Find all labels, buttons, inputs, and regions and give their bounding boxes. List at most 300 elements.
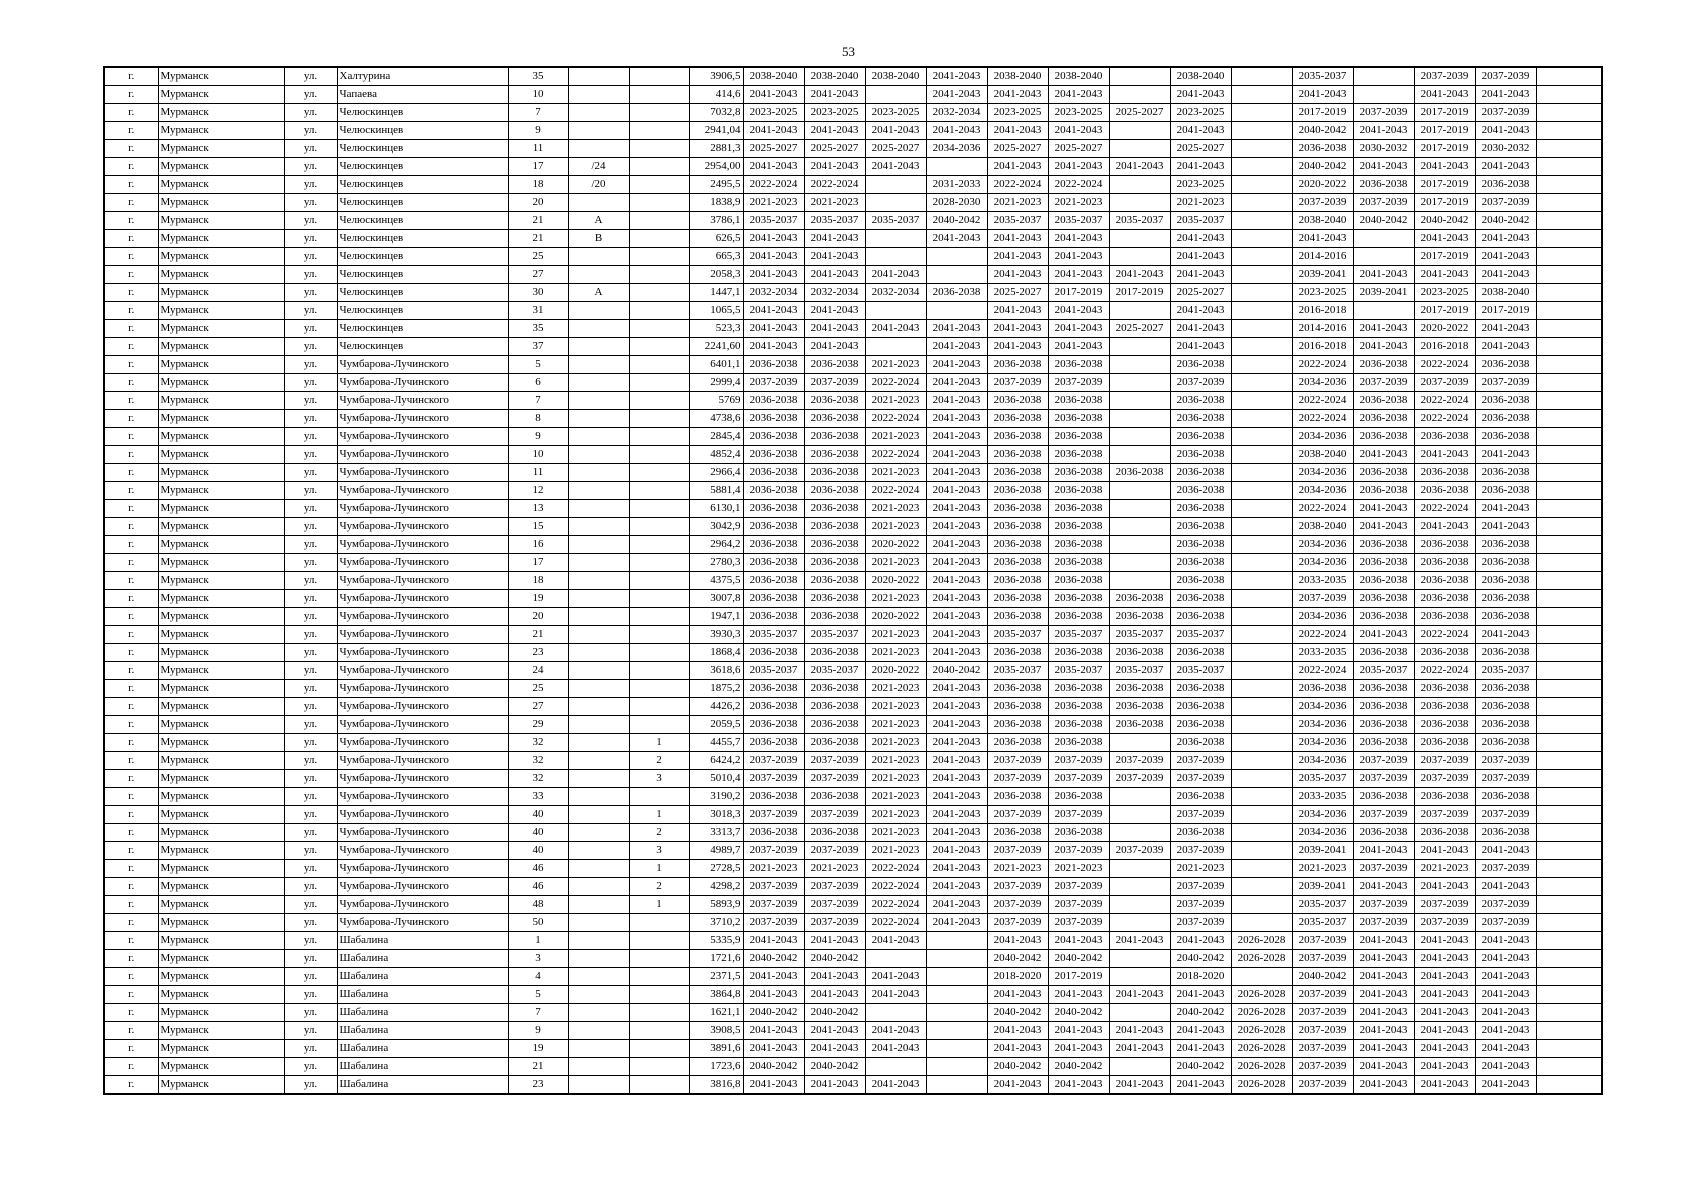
house-number-cell: 9 (508, 122, 568, 140)
letter-cell (568, 860, 629, 878)
area-cell: 4989,7 (689, 842, 743, 860)
letter-cell (568, 392, 629, 410)
area-cell: 2845,4 (689, 428, 743, 446)
period-cell: 2035-2037 (865, 212, 926, 230)
period-cell: 2037-2039 (1414, 770, 1475, 788)
building-cell (629, 572, 689, 590)
period-cell: 2022-2024 (743, 176, 804, 194)
settlement-type-cell: г. (104, 500, 158, 518)
building-cell: 3 (629, 770, 689, 788)
city-cell: Мурманск (158, 1022, 284, 1040)
street-type-cell: ул. (284, 1040, 337, 1058)
period-cell: 2036-2038 (1170, 464, 1231, 482)
period-cell: 2021-2023 (1414, 860, 1475, 878)
building-cell (629, 212, 689, 230)
period-cell (1231, 770, 1292, 788)
city-cell: Мурманск (158, 752, 284, 770)
house-number-cell: 46 (508, 878, 568, 896)
period-cell: 2034-2036 (1292, 698, 1353, 716)
letter-cell (568, 302, 629, 320)
city-cell: Мурманск (158, 626, 284, 644)
empty-cell (1536, 662, 1602, 680)
letter-cell (568, 914, 629, 932)
period-cell (1353, 248, 1414, 266)
period-cell: 2040-2042 (1048, 1058, 1109, 1076)
letter-cell (568, 356, 629, 374)
house-number-cell: 37 (508, 338, 568, 356)
period-cell: 2037-2039 (804, 914, 865, 932)
period-cell: 2036-2038 (1048, 428, 1109, 446)
period-cell: 2037-2039 (1353, 374, 1414, 392)
street-name-cell: Чумбарова-Лучинского (337, 896, 508, 914)
building-cell (629, 788, 689, 806)
letter-cell (568, 464, 629, 482)
street-type-cell: ул. (284, 680, 337, 698)
period-cell: 2036-2038 (987, 518, 1048, 536)
area-cell: 4455,7 (689, 734, 743, 752)
table-row (104, 680, 1602, 698)
period-cell: 2035-2037 (1292, 896, 1353, 914)
period-cell: 2037-2039 (1353, 194, 1414, 212)
area-cell: 3906,5 (689, 67, 743, 86)
period-cell: 2021-2023 (865, 842, 926, 860)
period-cell (1109, 392, 1170, 410)
street-name-cell: Чумбарова-Лучинского (337, 374, 508, 392)
period-cell: 2041-2043 (1048, 338, 1109, 356)
period-cell: 2041-2043 (1292, 86, 1353, 104)
street-name-cell: Чумбарова-Лучинского (337, 734, 508, 752)
period-cell (1109, 824, 1170, 842)
street-name-cell: Чумбарова-Лучинского (337, 428, 508, 446)
city-cell: Мурманск (158, 212, 284, 230)
period-cell: 2036-2038 (804, 788, 865, 806)
period-cell: 2036-2038 (987, 572, 1048, 590)
period-cell: 2016-2018 (1292, 302, 1353, 320)
building-cell (629, 266, 689, 284)
period-cell: 2041-2043 (1109, 1022, 1170, 1040)
house-number-cell: 25 (508, 248, 568, 266)
area-cell: 3908,5 (689, 1022, 743, 1040)
period-cell (1109, 356, 1170, 374)
period-cell: 2041-2043 (1048, 158, 1109, 176)
period-cell: 2035-2037 (1170, 626, 1231, 644)
period-cell: 2036-2038 (1353, 716, 1414, 734)
period-cell: 2038-2040 (1292, 212, 1353, 230)
empty-cell (1536, 212, 1602, 230)
table-row (104, 338, 1602, 356)
period-cell: 2041-2043 (1170, 158, 1231, 176)
period-cell: 2040-2042 (1414, 212, 1475, 230)
period-cell: 2041-2043 (926, 518, 987, 536)
street-type-cell: ул. (284, 518, 337, 536)
period-cell: 2041-2043 (1048, 1076, 1109, 1095)
street-type-cell: ул. (284, 608, 337, 626)
period-cell (865, 302, 926, 320)
building-cell: 1 (629, 896, 689, 914)
empty-cell (1536, 104, 1602, 122)
letter-cell (568, 320, 629, 338)
period-cell: 2036-2038 (804, 644, 865, 662)
period-cell: 2041-2043 (926, 554, 987, 572)
period-cell: 2041-2043 (1353, 1022, 1414, 1040)
period-cell: 2032-2034 (743, 284, 804, 302)
period-cell: 2041-2043 (987, 986, 1048, 1004)
house-number-cell: 46 (508, 860, 568, 878)
building-cell (629, 194, 689, 212)
city-cell: Мурманск (158, 67, 284, 86)
house-number-cell: 20 (508, 608, 568, 626)
house-number-cell: 10 (508, 446, 568, 464)
letter-cell (568, 122, 629, 140)
letter-cell (568, 266, 629, 284)
area-cell: 4298,2 (689, 878, 743, 896)
period-cell: 2036-2038 (1109, 590, 1170, 608)
period-cell (1109, 896, 1170, 914)
period-cell (1231, 86, 1292, 104)
area-cell: 7032,8 (689, 104, 743, 122)
period-cell (1231, 356, 1292, 374)
period-cell: 2041-2043 (743, 1076, 804, 1095)
street-name-cell: Чумбарова-Лучинского (337, 500, 508, 518)
period-cell: 2041-2043 (1109, 932, 1170, 950)
period-cell: 2041-2043 (743, 986, 804, 1004)
area-cell: 3891,6 (689, 1040, 743, 1058)
building-cell (629, 644, 689, 662)
table-row (104, 392, 1602, 410)
empty-cell (1536, 698, 1602, 716)
city-cell: Мурманск (158, 464, 284, 482)
period-cell: 2041-2043 (1109, 1076, 1170, 1095)
period-cell (1231, 374, 1292, 392)
settlement-type-cell: г. (104, 662, 158, 680)
period-cell: 2036-2038 (804, 824, 865, 842)
period-cell: 2026-2028 (1231, 950, 1292, 968)
period-cell: 2036-2038 (1170, 698, 1231, 716)
period-cell: 2041-2043 (1048, 122, 1109, 140)
street-type-cell: ул. (284, 824, 337, 842)
empty-cell (1536, 122, 1602, 140)
table-row (104, 986, 1602, 1004)
building-cell (629, 284, 689, 302)
settlement-type-cell: г. (104, 302, 158, 320)
period-cell: 2041-2043 (1353, 1058, 1414, 1076)
city-cell: Мурманск (158, 248, 284, 266)
period-cell: 2036-2038 (743, 698, 804, 716)
period-cell: 2041-2043 (865, 158, 926, 176)
period-cell: 2041-2043 (1353, 1004, 1414, 1022)
period-cell: 2034-2036 (926, 140, 987, 158)
period-cell: 2035-2037 (1048, 626, 1109, 644)
period-cell: 2014-2016 (1292, 248, 1353, 266)
street-name-cell: Челюскинцев (337, 248, 508, 266)
period-cell: 2035-2037 (1475, 662, 1536, 680)
period-cell: 2023-2025 (987, 104, 1048, 122)
period-cell: 2033-2035 (1292, 644, 1353, 662)
city-cell: Мурманск (158, 122, 284, 140)
period-cell: 2041-2043 (1475, 158, 1536, 176)
street-name-cell: Чумбарова-Лучинского (337, 752, 508, 770)
period-cell (1109, 302, 1170, 320)
street-type-cell: ул. (284, 932, 337, 950)
building-cell (629, 626, 689, 644)
street-type-cell: ул. (284, 644, 337, 662)
period-cell: 2041-2043 (804, 320, 865, 338)
period-cell: 2041-2043 (1475, 950, 1536, 968)
area-cell: 2954,00 (689, 158, 743, 176)
house-number-cell: 40 (508, 806, 568, 824)
period-cell (1231, 662, 1292, 680)
street-name-cell: Челюскинцев (337, 104, 508, 122)
period-cell: 2041-2043 (1048, 320, 1109, 338)
period-cell: 2041-2043 (1475, 842, 1536, 860)
period-cell: 2036-2038 (987, 716, 1048, 734)
settlement-type-cell: г. (104, 986, 158, 1004)
settlement-type-cell: г. (104, 1022, 158, 1040)
period-cell: 2035-2037 (743, 662, 804, 680)
period-cell: 2041-2043 (926, 482, 987, 500)
city-cell: Мурманск (158, 518, 284, 536)
street-type-cell: ул. (284, 122, 337, 140)
period-cell: 2038-2040 (804, 67, 865, 86)
period-cell: 2032-2034 (865, 284, 926, 302)
street-name-cell: Челюскинцев (337, 230, 508, 248)
period-cell: 2036-2038 (1048, 536, 1109, 554)
empty-cell (1536, 572, 1602, 590)
period-cell: 2036-2038 (1353, 734, 1414, 752)
period-cell: 2036-2038 (743, 428, 804, 446)
period-cell: 2021-2023 (865, 626, 926, 644)
period-cell: 2025-2027 (1109, 104, 1170, 122)
period-cell: 2026-2028 (1231, 1004, 1292, 1022)
period-cell (1231, 824, 1292, 842)
settlement-type-cell: г. (104, 86, 158, 104)
period-cell: 2036-2038 (1414, 572, 1475, 590)
settlement-type-cell: г. (104, 428, 158, 446)
empty-cell (1536, 67, 1602, 86)
period-cell: 2041-2043 (1048, 248, 1109, 266)
street-type-cell: ул. (284, 1004, 337, 1022)
period-cell: 2041-2043 (926, 374, 987, 392)
street-name-cell: Челюскинцев (337, 122, 508, 140)
period-cell (926, 248, 987, 266)
city-cell: Мурманск (158, 914, 284, 932)
table-row (104, 428, 1602, 446)
period-cell: 2035-2037 (1109, 212, 1170, 230)
area-cell: 5010,4 (689, 770, 743, 788)
period-cell: 2017-2019 (1292, 104, 1353, 122)
period-cell: 2041-2043 (1414, 878, 1475, 896)
period-cell (1231, 158, 1292, 176)
period-cell: 2041-2043 (1414, 1076, 1475, 1095)
period-cell: 2041-2043 (1414, 446, 1475, 464)
period-cell: 2036-2038 (1109, 698, 1170, 716)
building-cell: 3 (629, 842, 689, 860)
area-cell: 2999,4 (689, 374, 743, 392)
period-cell: 2036-2038 (1109, 464, 1170, 482)
period-cell: 2041-2043 (926, 338, 987, 356)
period-cell: 2036-2038 (1353, 410, 1414, 428)
empty-cell (1536, 446, 1602, 464)
building-cell (629, 158, 689, 176)
street-type-cell: ул. (284, 500, 337, 518)
street-type-cell: ул. (284, 338, 337, 356)
period-cell: 2036-2038 (1048, 356, 1109, 374)
period-cell: 2036-2038 (804, 356, 865, 374)
building-cell (629, 122, 689, 140)
period-cell: 2038-2040 (1170, 67, 1231, 86)
period-cell: 2037-2039 (1109, 770, 1170, 788)
street-name-cell: Чумбарова-Лучинского (337, 806, 508, 824)
period-cell (1231, 212, 1292, 230)
period-cell: 2037-2039 (1292, 932, 1353, 950)
period-cell (1109, 446, 1170, 464)
period-cell: 2036-2038 (1170, 608, 1231, 626)
empty-cell (1536, 680, 1602, 698)
period-cell (926, 266, 987, 284)
street-type-cell: ул. (284, 392, 337, 410)
period-cell: 2036-2038 (743, 464, 804, 482)
settlement-type-cell: г. (104, 1004, 158, 1022)
period-cell: 2036-2038 (804, 518, 865, 536)
area-cell: 3018,3 (689, 806, 743, 824)
area-cell: 4426,2 (689, 698, 743, 716)
period-cell: 2041-2043 (1414, 518, 1475, 536)
period-cell: 2022-2024 (865, 878, 926, 896)
period-cell: 2033-2035 (1292, 788, 1353, 806)
period-cell: 2036-2038 (1170, 392, 1231, 410)
period-cell: 2035-2037 (987, 212, 1048, 230)
period-cell: 2041-2043 (743, 338, 804, 356)
letter-cell (568, 896, 629, 914)
building-cell (629, 986, 689, 1004)
house-number-cell: 18 (508, 176, 568, 194)
period-cell: 2022-2024 (865, 410, 926, 428)
period-cell: 2036-2038 (743, 644, 804, 662)
period-cell: 2022-2024 (1414, 410, 1475, 428)
area-cell: 3710,2 (689, 914, 743, 932)
table-row (104, 1076, 1602, 1095)
period-cell: 2036-2038 (1475, 644, 1536, 662)
period-cell (1231, 914, 1292, 932)
period-cell: 2040-2042 (743, 1004, 804, 1022)
period-cell: 2018-2020 (987, 968, 1048, 986)
period-cell: 2037-2039 (1475, 194, 1536, 212)
letter-cell (568, 572, 629, 590)
period-cell: 2022-2024 (804, 176, 865, 194)
street-type-cell: ул. (284, 302, 337, 320)
settlement-type-cell: г. (104, 374, 158, 392)
period-cell: 2037-2039 (1292, 950, 1353, 968)
period-cell: 2040-2042 (743, 950, 804, 968)
period-cell: 2021-2023 (865, 644, 926, 662)
building-cell: 2 (629, 824, 689, 842)
empty-cell (1536, 410, 1602, 428)
table-row (104, 374, 1602, 392)
period-cell: 2021-2023 (1048, 860, 1109, 878)
street-type-cell: ул. (284, 266, 337, 284)
period-cell: 2038-2040 (865, 67, 926, 86)
period-cell: 2036-2038 (804, 734, 865, 752)
period-cell: 2036-2038 (1475, 536, 1536, 554)
area-cell: 2495,5 (689, 176, 743, 194)
period-cell: 2036-2038 (1475, 680, 1536, 698)
period-cell (1353, 67, 1414, 86)
building-cell (629, 482, 689, 500)
letter-cell (568, 1076, 629, 1095)
period-cell: 2036-2038 (1475, 410, 1536, 428)
period-cell (1231, 788, 1292, 806)
street-type-cell: ул. (284, 230, 337, 248)
period-cell: 2041-2043 (804, 338, 865, 356)
period-cell: 2025-2027 (987, 140, 1048, 158)
letter-cell (568, 446, 629, 464)
period-cell: 2040-2042 (1170, 1004, 1231, 1022)
period-cell: 2025-2027 (1170, 284, 1231, 302)
period-cell: 2036-2038 (1170, 680, 1231, 698)
period-cell: 2036-2038 (1414, 734, 1475, 752)
building-cell (629, 500, 689, 518)
table-row (104, 842, 1602, 860)
area-cell: 1875,2 (689, 680, 743, 698)
area-cell: 4375,5 (689, 572, 743, 590)
period-cell: 2038-2040 (743, 67, 804, 86)
period-cell: 2037-2039 (1475, 770, 1536, 788)
empty-cell (1536, 554, 1602, 572)
street-name-cell: Челюскинцев (337, 194, 508, 212)
city-cell: Мурманск (158, 896, 284, 914)
period-cell: 2041-2043 (865, 986, 926, 1004)
period-cell: 2041-2043 (1414, 950, 1475, 968)
city-cell: Мурманск (158, 950, 284, 968)
period-cell: 2033-2035 (1292, 572, 1353, 590)
period-cell (1109, 968, 1170, 986)
house-number-cell: 8 (508, 410, 568, 428)
period-cell: 2038-2040 (1292, 446, 1353, 464)
period-cell: 2036-2038 (743, 482, 804, 500)
empty-cell (1536, 1076, 1602, 1095)
period-cell (865, 1058, 926, 1076)
period-cell: 2041-2043 (1414, 1022, 1475, 1040)
building-cell (629, 716, 689, 734)
period-cell: 2017-2019 (1414, 122, 1475, 140)
table-row (104, 572, 1602, 590)
period-cell: 2026-2028 (1231, 1076, 1292, 1095)
building-cell (629, 968, 689, 986)
period-cell: 2041-2043 (804, 86, 865, 104)
table-row (104, 896, 1602, 914)
period-cell: 2040-2042 (743, 1058, 804, 1076)
period-cell: 2036-2038 (1414, 536, 1475, 554)
period-cell: 2036-2038 (1109, 644, 1170, 662)
building-cell: 1 (629, 806, 689, 824)
city-cell: Мурманск (158, 932, 284, 950)
period-cell: 2037-2039 (1414, 806, 1475, 824)
settlement-type-cell: г. (104, 338, 158, 356)
period-cell: 2037-2039 (987, 770, 1048, 788)
period-cell: 2040-2042 (1170, 1058, 1231, 1076)
period-cell: 2034-2036 (1292, 734, 1353, 752)
period-cell: 2021-2023 (865, 770, 926, 788)
empty-cell (1536, 248, 1602, 266)
period-cell: 2041-2043 (1109, 986, 1170, 1004)
period-cell: 2041-2043 (926, 230, 987, 248)
city-cell: Мурманск (158, 302, 284, 320)
period-cell: 2021-2023 (1170, 860, 1231, 878)
period-cell: 2036-2038 (804, 536, 865, 554)
period-cell: 2036-2038 (804, 680, 865, 698)
settlement-type-cell: г. (104, 968, 158, 986)
period-cell: 2041-2043 (804, 932, 865, 950)
